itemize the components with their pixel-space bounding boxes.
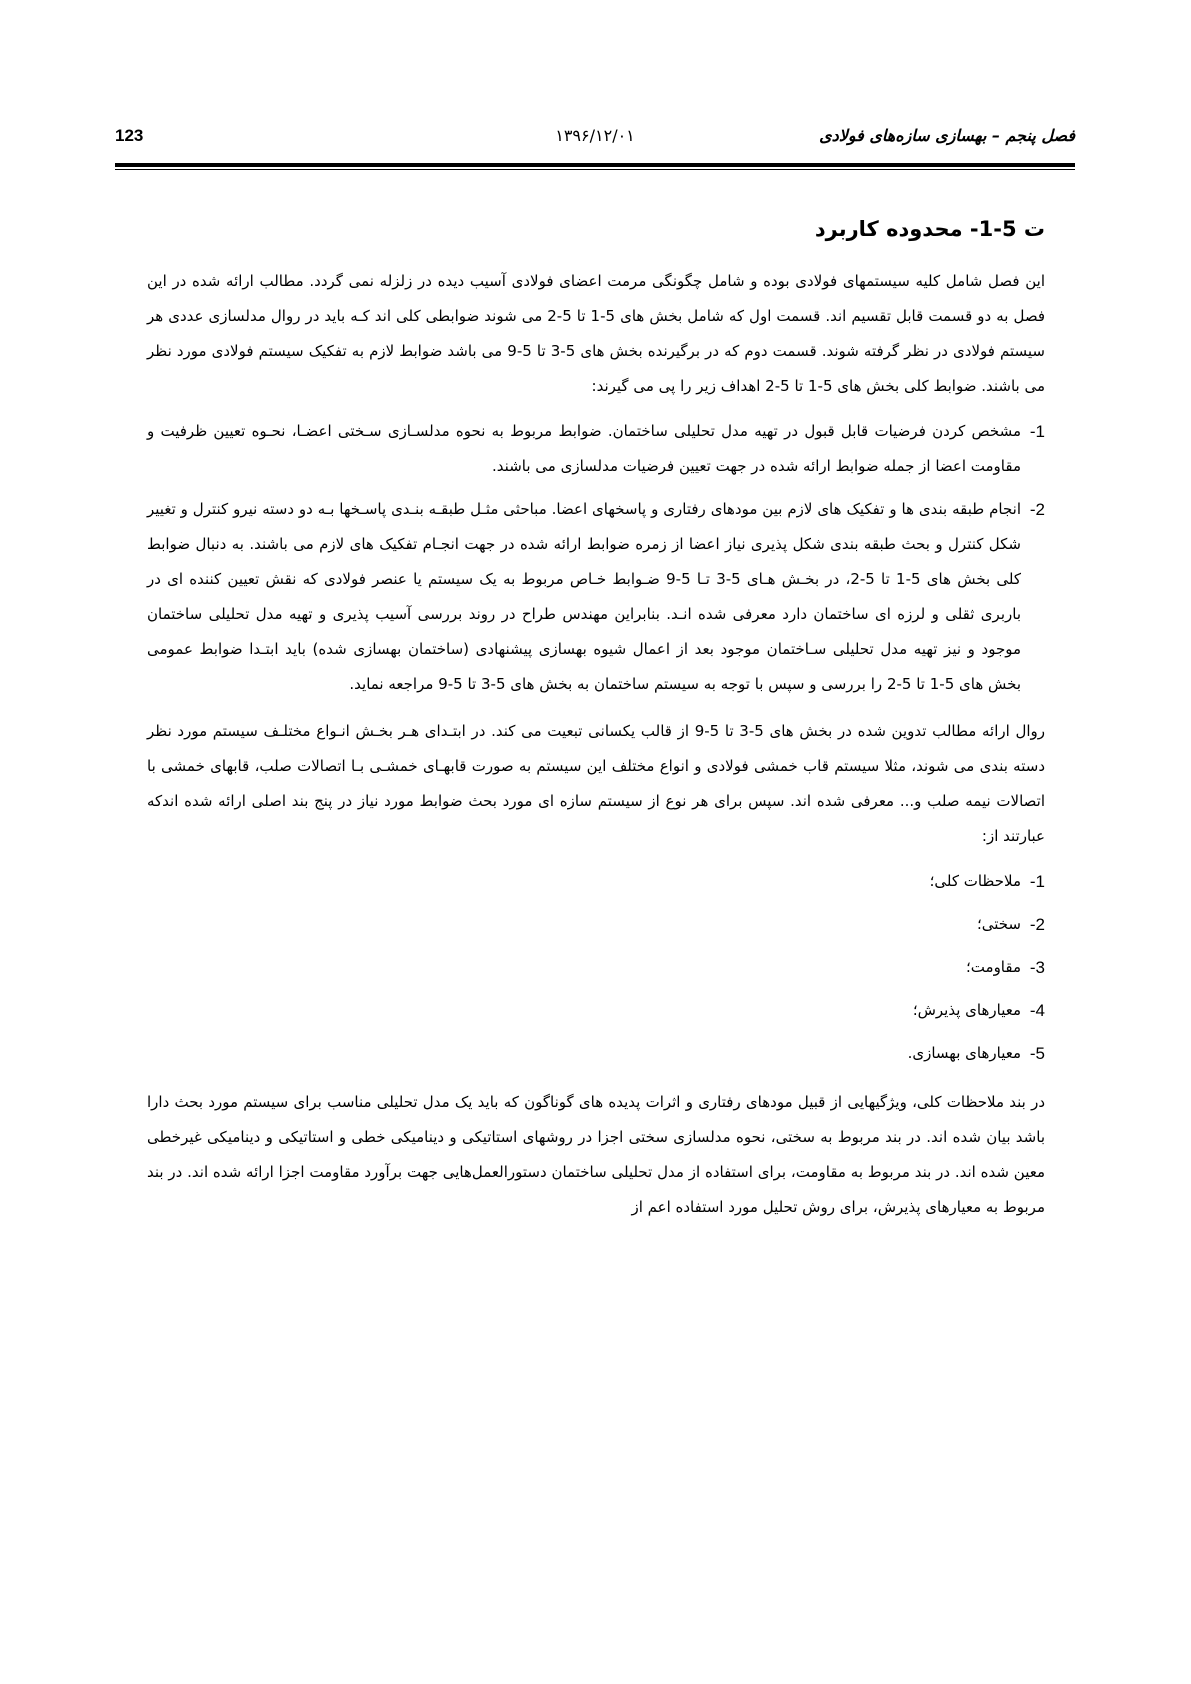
clauses-list [147,864,1045,1071]
list-item-number: 2- [1029,915,1045,934]
section-title: ت 5-1- محدوده کاربرد [814,217,1045,241]
list-item [147,950,1045,985]
list-item [147,414,1045,484]
list-item [147,1036,1045,1071]
intro-paragraph: این فصل شامل کلیه سیستمهای فولادی بوده و شامل چگونگی مرمت اعضای فولادی آسیب دیده در زلزله نمی گردد. مطالب ارائه شده در این فصل به دو قسمت قابل تقسیم اند. قسمت اول که شامل بخش های 5-1 تا 5-2 می شوند ضوابطی کلی اند کـه باید در روال مدلسازی عددی هر سیستم فولادی در نظر گرفته شوند. قسمت دوم که در برگیرنده بخش های 5-3 تا 5-9 می باشد ضوابط لازم به تفکیک سیستم فولادی مورد نظر می باشند. ضوابط کلی بخش های 5-1 تا 5-2 اهداف زیر را پی می گیرند: [147,272,1045,395]
header-rule-thin [115,169,1075,170]
page-number: 123 [115,126,144,145]
list-item [147,993,1045,1028]
list-item [147,492,1045,702]
list-item-number: 1- [1029,872,1045,891]
header-date: ۱۳۹۶/۱۲/۰۱ [555,126,635,145]
page-header [115,126,1075,156]
list-item-text: مقاومت؛ [966,958,1021,976]
list-item-number: 1- [1029,422,1045,441]
chapter-title: فصل پنجم – بهسازی سازه‌های فولادی [819,126,1075,145]
structure-paragraph: روال ارائه مطالب تدوین شده در بخش های 5-3 تا 5-9 از قالب یکسانی تبعیت می کند. در ابتـدای هـر بخـش انـواع مختلـف سیستم مورد نظر دسته بندی می شوند، مثلا سیستم قاب خمشی فولادی و انواع مختلف این سیستم به صورت قابهـای خمشـی بـا اتصالات صلب، قابهای خمشی با اتصالات نیمه صلب و... معرفی شده اند. سپس برای هر نوع از سیستم سازه ای مورد بحث ضوابط مورد نیاز در پنج بند اصلی ارائه شده اندکه عبارتند از: [147,722,1045,845]
list-item-number: 2- [1029,500,1045,519]
closing-paragraph: در بند ملاحظات کلی، ویژگیهایی از قبیل مودهای رفتاری و اثرات پدیده های گوناگون که باید یک مدل تحلیلی مناسب برای سیستم مورد بحث دارا باشد بیان شده اند. در بند مربوط به سختی، نحوه مدلسازی سختی اجزا در روشهای استاتیکی و دینامیکی خطی و استاتیکی و دینامیکی غیرخطی معین شده اند. در بند مربوط به مقاومت، برای استفاده از مدل تحلیلی ساختمان دستورالعمل‌هایی جهت برآورد مقاومت اجزا ارائه شده اند. در بند مربوط به معیارهای پذیرش، برای روش تحلیل مورد استفاده اعم از [147,1093,1045,1216]
list-item-text: ملاحظات کلی؛ [929,872,1021,890]
list-item [147,864,1045,899]
header-rule-thick [115,163,1075,167]
list-item-number: 3- [1029,958,1045,977]
list-item-text: معیارهای بهسازی. [907,1044,1021,1062]
list-item-text: انجام طبقه بندی ها و تفکیک های لازم بین مودهای رفتاری و پاسخهای اعضا. مباحثی مثـل طبقـه بنـدی پاسـخها بـه دو دسته نیرو کنترل و تغییر شکل کنترل و بحث طبقه بندی شکل پذیری نیاز اعضا از زمره ضوابط ارائه شده در جهت انجـام تفکیک های لازم می باشند. به دنبال ضوابط کلی بخش های 5-1 تا 5-2، در بخـش هـای 5-3 تـا 5-9 ضـوابط خـاص مربوط به یک سیستم یا عنصر فولادی که نقش تعیین کننده ای در باربری ثقلی و لرزه ای ساختمان دارد معرفی شده انـد. بنابراین مهندس طراح در روند بررسی آسیب پذیری و تهیه مدل تحلیلی ساختمان موجود و نیز تهیه مدل تحلیلی سـاختمان موجود بعد از اعمال شیوه بهسازی پیشنهادی (ساختمان بهسازی شده) باید ابتـدا ضوابط عمومی بخش های 5-1 تا 5-2 را بررسی و سپس با توجه به سیستم ساختمان به بخش های 5-3 تا 5-9 مراجعه نماید. [147,500,1022,693]
list-item-text: سختی؛ [976,915,1021,933]
goals-list [147,414,1045,702]
list-item-text: معیارهای پذیرش؛ [912,1001,1021,1019]
page-body [147,214,1045,1235]
list-item-text: مشخص کردن فرضیات قابل قبول در تهیه مدل تحلیلی ساختمان. ضوابط مربوط به نحوه مدلسـازی سـختی اعضـا، نحـوه تعیین ظرفیت و مقاومت اعضا از جمله ضوابط ارائه شده در جهت تعیین فرضیات مدلسازی می باشند. [147,422,1021,475]
list-item-number: 5- [1029,1044,1045,1063]
list-item-number: 4- [1029,1001,1045,1020]
list-item [147,907,1045,942]
